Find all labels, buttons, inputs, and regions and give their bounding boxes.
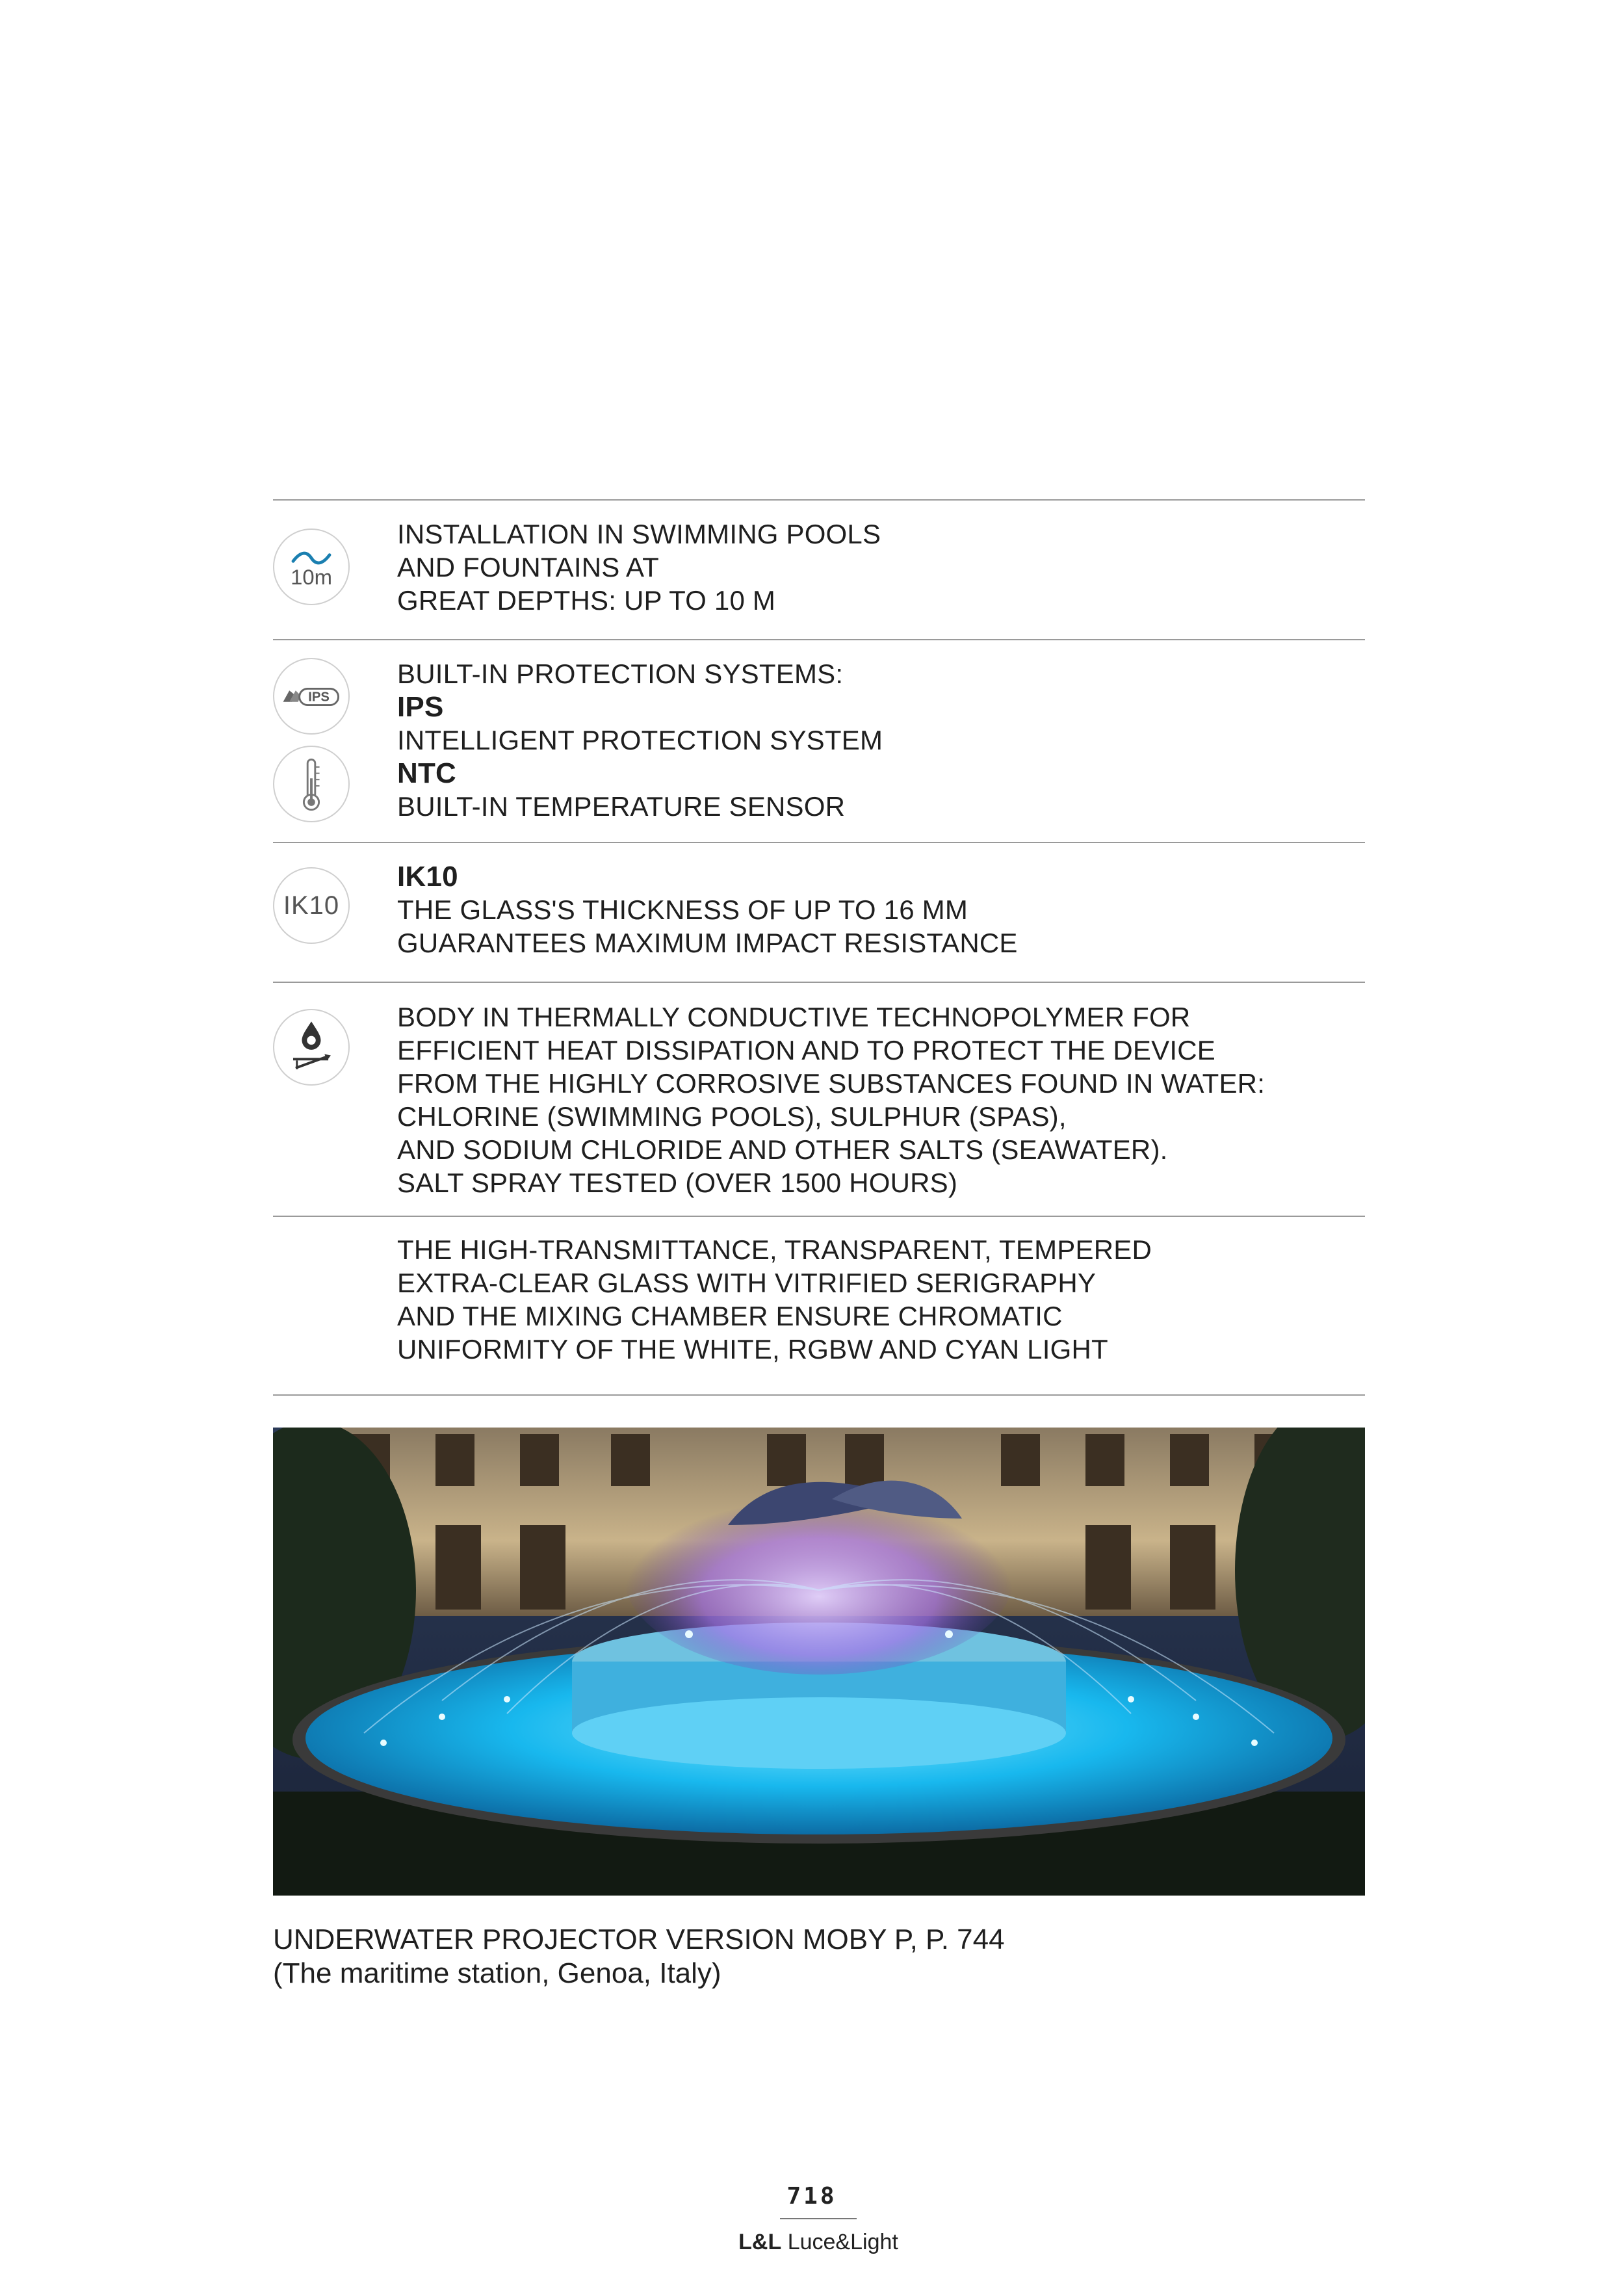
text-line: BUILT-IN PROTECTION SYSTEMS: [397, 659, 844, 689]
divider [273, 1216, 1365, 1217]
ntc-heading: NTC [397, 757, 457, 789]
caption-location: (The maritime station, Genoa, Italy) [273, 1957, 721, 1989]
text-line: UNIFORMITY OF THE WHITE, RGBW AND CYAN LIGHT [397, 1334, 1108, 1364]
page-number: 718 [786, 2183, 837, 2210]
text-line: AND THE MIXING CHAMBER ENSURE CHROMATIC [397, 1301, 1063, 1331]
text-line: THE GLASS'S THICKNESS OF UP TO 16 MM [397, 894, 968, 925]
text-line: FROM THE HIGHLY CORROSIVE SUBSTANCES FOUND IN WATER: [397, 1068, 1266, 1099]
ips-heading: IPS [397, 691, 444, 723]
text-line: GUARANTEES MAXIMUM IMPACT RESISTANCE [397, 928, 1018, 958]
caption-title: UNDERWATER PROJECTOR VERSION MOBY P, P. 744 [273, 1924, 1005, 1955]
divider [273, 499, 1365, 501]
text-line: BUILT-IN TEMPERATURE SENSOR [397, 791, 846, 822]
impact-resistance-text [397, 860, 1346, 959]
text-line: THE HIGH-TRANSMITTANCE, TRANSPARENT, TEMPERED [397, 1234, 1152, 1265]
ips-icon [273, 658, 350, 735]
divider [273, 1394, 1365, 1396]
divider [273, 982, 1365, 983]
glass-text [397, 1233, 1346, 1366]
divider [273, 639, 1365, 640]
corrosion-resistance-icon [273, 1009, 350, 1086]
protection-systems-text [397, 657, 1346, 823]
footer-divider [780, 2218, 857, 2219]
fountain-photo [273, 1428, 1365, 1896]
text-line: AND FOUNTAINS AT [397, 552, 659, 582]
text-line: BODY IN THERMALLY CONDUCTIVE TECHNOPOLYMER FOR [397, 1002, 1191, 1032]
text-line: EXTRA-CLEAR GLASS WITH VITRIFIED SERIGRAPHY [397, 1268, 1097, 1298]
svg-text:10m: 10m [291, 565, 332, 590]
ik10-heading: IK10 [397, 861, 458, 893]
text-line: SALT SPRAY TESTED (OVER 1500 HOURS) [397, 1168, 958, 1198]
divider [273, 842, 1365, 843]
svg-text:IPS: IPS [308, 690, 330, 705]
brand-footer [738, 2230, 898, 2255]
text-line: EFFICIENT HEAT DISSIPATION AND TO PROTECT THE DEVICE [397, 1035, 1215, 1065]
text-line: AND SODIUM CHLORIDE AND OTHER SALTS (SEAWATER). [397, 1134, 1168, 1165]
text-line: CHLORINE (SWIMMING POOLS), SULPHUR (SPAS), [397, 1101, 1067, 1132]
ik10-icon-label: IK10 [283, 891, 340, 920]
text-line: GREAT DEPTHS: UP TO 10 M [397, 585, 776, 616]
depth-text [397, 517, 1346, 617]
photo-caption [273, 1923, 1005, 1990]
brand-name: Luce&Light [787, 2230, 898, 2254]
text-line: INSTALLATION IN SWIMMING POOLS [397, 519, 881, 549]
body-material-text [397, 1000, 1346, 1199]
ik10-icon [273, 867, 350, 944]
text-line: INTELLIGENT PROTECTION SYSTEM [397, 725, 883, 755]
depth-10m-icon [273, 528, 350, 605]
thermometer-icon [273, 746, 350, 822]
brand-logo-text: L&L [738, 2230, 782, 2254]
